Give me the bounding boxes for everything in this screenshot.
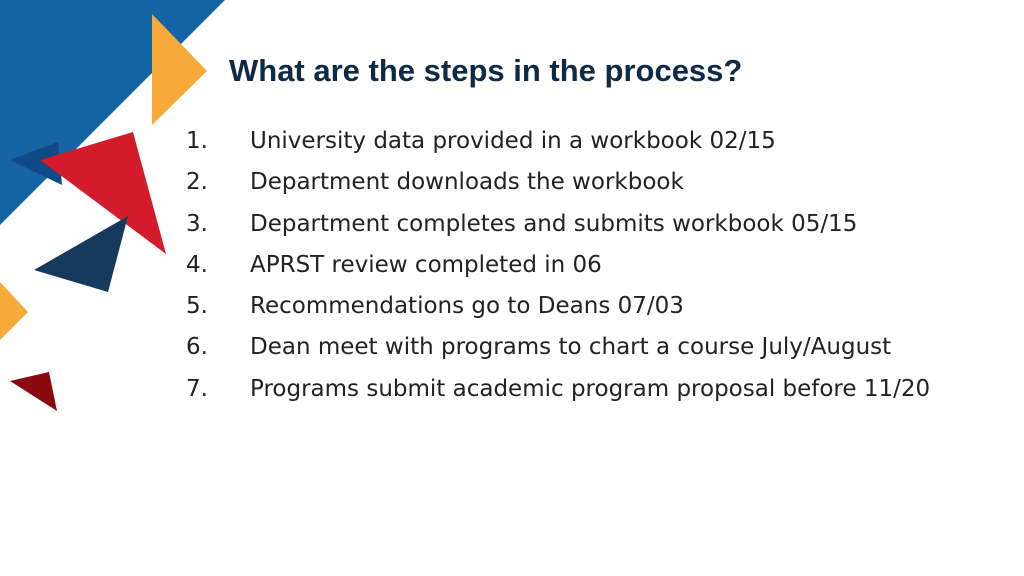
orange-triangle-left [0, 282, 28, 340]
step-number: 2. [186, 169, 208, 196]
step-text: Department downloads the workbook [250, 169, 684, 196]
step-number: 5. [186, 293, 208, 320]
step-text: Dean meet with programs to chart a course July/August [250, 334, 892, 361]
steps-list [186, 121, 930, 410]
step-number: 3. [186, 210, 208, 237]
slide-title: What are the steps in the process? [229, 53, 743, 88]
step-text: Recommendations go to Deans 07/03 [250, 293, 684, 320]
step-number: 7. [186, 375, 208, 402]
list-item [186, 327, 930, 368]
step-number: 1. [186, 128, 208, 154]
list-item [186, 245, 930, 286]
step-number: 6. [186, 334, 208, 361]
step-number: 4. [186, 251, 208, 278]
dark-red-triangle [10, 372, 57, 411]
list-item [186, 121, 930, 162]
step-text: University data provided in a workbook 02/15 [250, 128, 776, 154]
navy-triangle [34, 216, 128, 292]
step-text: Department completes and submits workbook 05/15 [250, 210, 858, 237]
step-text: APRST review completed in 06 [250, 251, 602, 278]
step-text: Programs submit academic program proposal before 11/20 [250, 375, 931, 402]
list-item [186, 204, 930, 245]
list-item [186, 369, 930, 410]
list-item [186, 162, 930, 203]
list-item [186, 286, 930, 327]
